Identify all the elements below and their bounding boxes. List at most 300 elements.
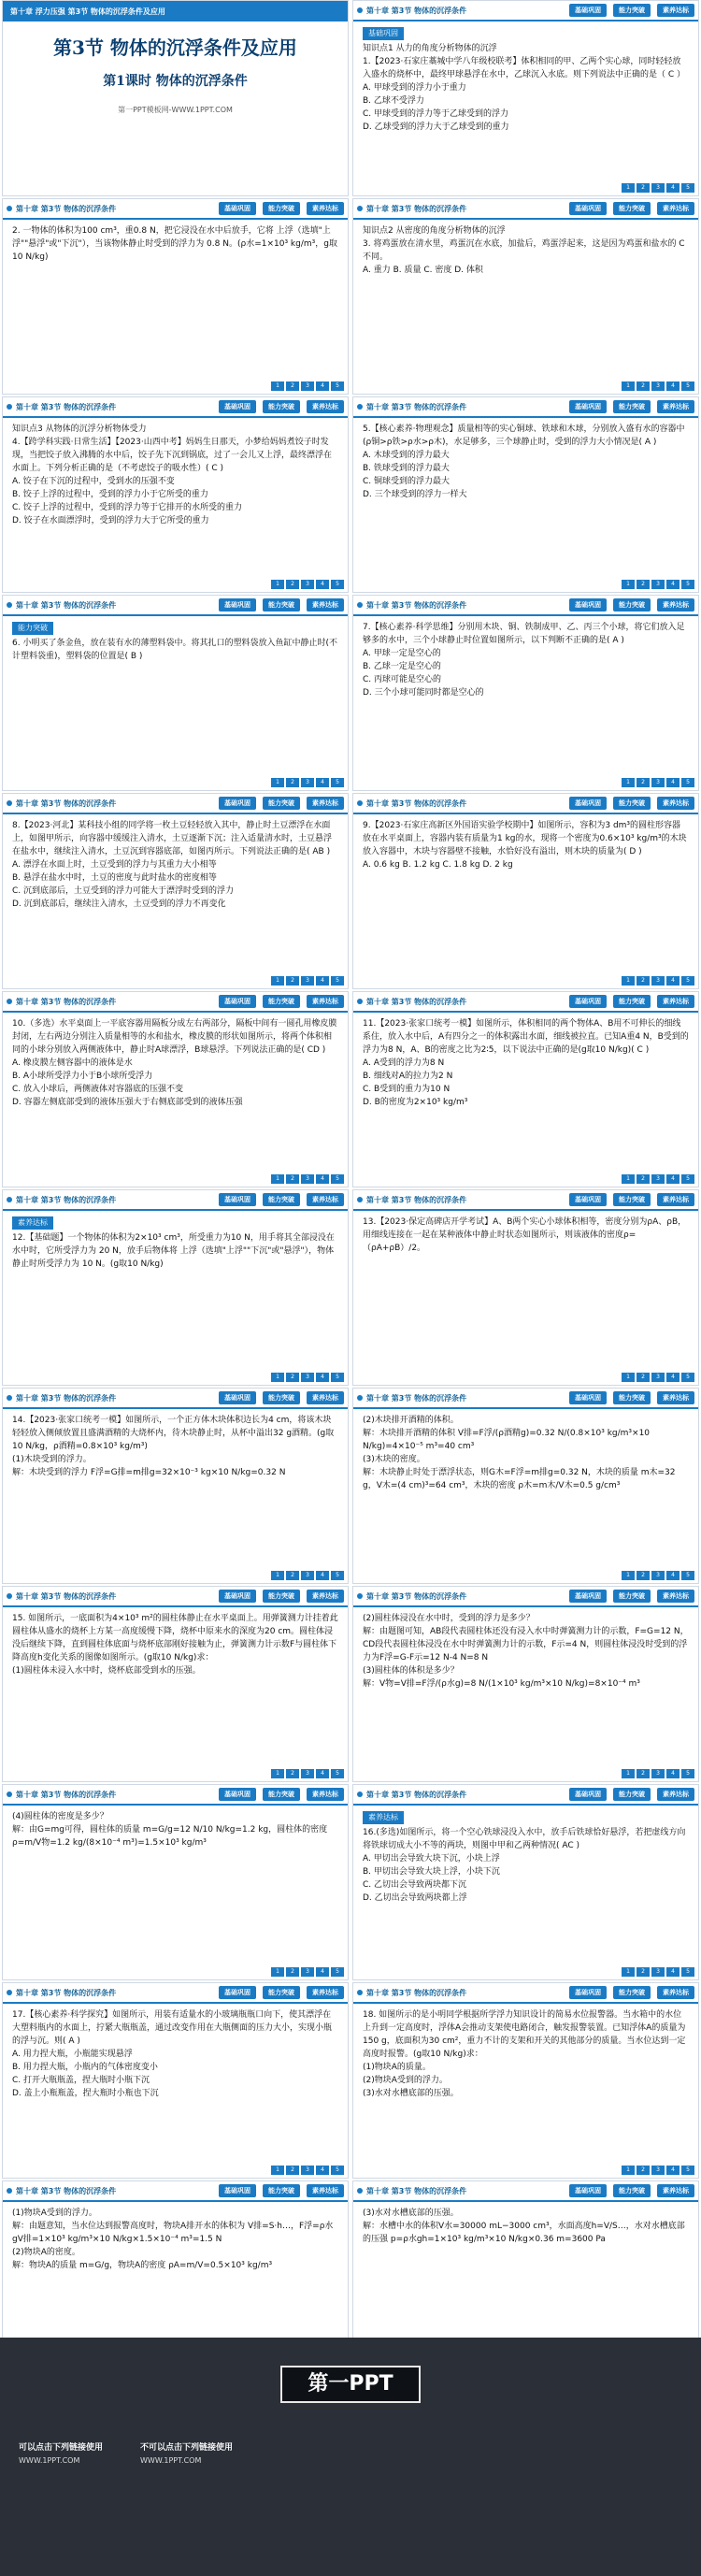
page-2-button[interactable]: 2 xyxy=(637,580,650,589)
slide-20 xyxy=(2,1982,349,2179)
page-5-button[interactable]: 5 xyxy=(331,2166,344,2175)
page-4-button[interactable]: 4 xyxy=(666,1373,680,1382)
slide-19 xyxy=(352,1784,699,1980)
tab-literacy[interactable]: 素养达标 xyxy=(657,1986,694,1999)
slide-10 xyxy=(2,991,349,1187)
slide-7 xyxy=(352,595,699,791)
page-5-button[interactable]: 5 xyxy=(681,2166,694,2175)
page-4-button[interactable]: 4 xyxy=(316,1174,329,1184)
question-text: 18. 如图所示的是小明同学根据所学浮力知识设计的简易水位报警器。当水箱中的水位上升到一定高度时，浮体A会推动支架使电路闭合，触发报警装置。已知浮体A的质量为150 g，底面积为30 cm²，重力不计的支架和开关的其他部分的质量。当水位达到一定高度时报警。(g取10 N/kg)求： (1)物块A的质量。 (2)物块A受到的浮力。 (3)水对水槽底部的压强。 xyxy=(363,2010,686,2098)
chapter-label: 第十章 第3节 物体的沉浮条件 xyxy=(16,1591,117,1601)
tab-ability[interactable]: 能力突破 xyxy=(263,400,300,413)
page-4-button[interactable]: 4 xyxy=(666,778,680,787)
pager xyxy=(271,1769,344,1778)
tab-literacy[interactable]: 素养达标 xyxy=(307,1193,344,1206)
tab-ability[interactable]: 能力突破 xyxy=(613,1391,651,1404)
slide-14 xyxy=(2,1388,349,1584)
question-text: 11.【2023·张家口统考一模】如图所示，体积相同的两个物体A、B用不可伸长的细线系住，放入水中后，A有四分之一的体积露出水面，细线被拉直。已知A重4 N，B受到的浮力为8 N，A、B的密度之比为2∶5，以下说法中正确的是(g取10 N/kg)( C ) A. A受到的浮力为8 N B. 细线对A的拉力为2 N C. B受到的重力为10 N D. B的密度为2×10³ kg/m³ xyxy=(363,1019,689,1107)
page-5-button[interactable]: 5 xyxy=(681,183,694,193)
page-4-button[interactable]: 4 xyxy=(666,1769,680,1778)
slide-header xyxy=(353,199,698,220)
chapter-label: 第十章 第3节 物体的沉浮条件 xyxy=(16,1790,117,1799)
slide-5 xyxy=(352,396,699,593)
slide-header xyxy=(3,199,348,220)
header-dot-icon xyxy=(7,999,12,1004)
page-5-button[interactable]: 5 xyxy=(681,1373,694,1382)
question-text: 16.(多选)如图所示，将一个空心铁球浸没入水中，放手后铁球恰好悬浮，若把虚线方向将铁球切成大小不等的两块，则图中甲和乙两种情况( AC ) A. 甲切出会导致大块下沉，小块上浮 B. 甲切出会导致大块上浮，小块下沉 C. 乙切出会导致两块都下沉 D. 乙切出会导致两块都上浮 xyxy=(363,1828,686,1904)
header-dot-icon xyxy=(7,1990,12,1995)
chapter-label: 第十章 第3节 物体的沉浮条件 xyxy=(16,799,117,808)
chapter-label: 第十章 第3节 物体的沉浮条件 xyxy=(366,600,467,610)
page-5-button[interactable]: 5 xyxy=(331,580,344,589)
chapter-label: 第十章 第3节 物体的沉浮条件 xyxy=(366,1591,467,1601)
page-5-button[interactable]: 5 xyxy=(681,381,694,391)
tab-basic[interactable]: 基础巩固 xyxy=(569,2184,607,2197)
tab-basic[interactable]: 基础巩固 xyxy=(569,400,607,413)
tab-ability[interactable]: 能力突破 xyxy=(263,1788,300,1801)
tab-basic[interactable]: 基础巩固 xyxy=(219,1590,256,1603)
page-3-button[interactable]: 3 xyxy=(301,1174,314,1184)
cover-site: 第一PPT模板网-WWW.1PPT.COM xyxy=(118,106,233,114)
page-4-button[interactable]: 4 xyxy=(666,1571,680,1580)
header-dot-icon xyxy=(357,7,363,13)
tab-ability[interactable]: 能力突破 xyxy=(263,202,300,215)
page-1-button[interactable]: 1 xyxy=(271,1571,284,1580)
page-4-button[interactable]: 4 xyxy=(316,976,329,986)
question-text: 17.【核心素养·科学探究】如图所示，用装有适量水的小玻璃瓶瓶口向下，使其漂浮在大塑料瓶内的水面上，拧紧大瓶瓶盖，通过改变作用在大瓶侧面的压力大小，实现小瓶的浮与沉。则( A ) A. 用力捏大瓶，小瓶能实现悬浮 B. 用力捏大瓶，小瓶内的气体密度变小 C. 打开大瓶瓶盖，捏大瓶时小瓶下沉 D. 盖上小瓶瓶盖，捏大瓶时小瓶也下沉 xyxy=(12,2010,333,2098)
section-badge: 素养达标 xyxy=(363,1811,404,1824)
tab-ability[interactable]: 能力突破 xyxy=(263,1193,300,1206)
chapter-label: 第十章 第3节 物体的沉浮条件 xyxy=(16,997,117,1006)
slide-header xyxy=(353,596,698,616)
tab-basic[interactable]: 基础巩固 xyxy=(569,995,607,1008)
page-5-button[interactable]: 5 xyxy=(681,1967,694,1977)
page-2-button[interactable]: 2 xyxy=(286,1373,299,1382)
page-5-button[interactable]: 5 xyxy=(331,1967,344,1977)
tab-basic[interactable]: 基础巩固 xyxy=(219,202,256,215)
slide-header xyxy=(353,1190,698,1211)
chapter-label: 第十章 第3节 物体的沉浮条件 xyxy=(366,1393,467,1403)
page-3-button[interactable]: 3 xyxy=(651,976,665,986)
tab-literacy[interactable]: 素养达标 xyxy=(657,797,694,810)
page-3-button[interactable]: 3 xyxy=(301,1967,314,1977)
chapter-label: 第十章 第3节 物体的沉浮条件 xyxy=(366,204,467,213)
chapter-label: 第十章 第3节 物体的沉浮条件 xyxy=(366,402,467,411)
chapter-label: 第十章 第3节 物体的沉浮条件 xyxy=(366,1988,467,1997)
tab-literacy[interactable]: 素养达标 xyxy=(307,1590,344,1603)
header-dot-icon xyxy=(357,999,363,1004)
page-1-button[interactable]: 1 xyxy=(271,1373,284,1382)
tab-ability[interactable]: 能力突破 xyxy=(613,1193,651,1206)
slide-21 xyxy=(352,1982,699,2179)
page-1-button[interactable]: 1 xyxy=(622,1967,635,1977)
page-3-button[interactable]: 3 xyxy=(301,1373,314,1382)
chapter-label: 第十章 第3节 物体的沉浮条件 xyxy=(366,799,467,808)
tab-ability[interactable]: 能力突破 xyxy=(263,1986,300,1999)
cover-subtitle: 第1课时 物体的沉浮条件 xyxy=(103,74,248,89)
page-1-button[interactable]: 1 xyxy=(271,381,284,391)
question-text: (1)物块A受到的浮力。 解：由题意知，当水位达到报警高度时，物块A排开水的体积为 V排=S·h…，F浮=ρ水gV排=1×10³ kg/m³×10 N/kg×1.5×10⁻⁴ m³=1.5 N (2)物块A的密度。 解：物块A的质量 m=G/g，物块A的密度 ρA=m/V=0.5×10³ kg/m³ xyxy=(12,2209,334,2270)
tab-literacy[interactable]: 素养达标 xyxy=(307,202,344,215)
slide-8 xyxy=(2,793,349,989)
pager xyxy=(271,778,344,787)
page-4-button[interactable]: 4 xyxy=(666,381,680,391)
page-4-button[interactable]: 4 xyxy=(316,1373,329,1382)
chapter-label: 第十章 第3节 物体的沉浮条件 xyxy=(16,1988,117,1997)
header-dot-icon xyxy=(7,1197,12,1202)
pager xyxy=(271,976,344,986)
tab-ability[interactable]: 能力突破 xyxy=(613,202,651,215)
slide-header xyxy=(3,596,348,616)
tab-ability[interactable]: 能力突破 xyxy=(263,598,300,612)
page-2-button[interactable]: 2 xyxy=(286,778,299,787)
header-dot-icon xyxy=(7,404,12,410)
tab-basic[interactable]: 基础巩固 xyxy=(569,598,607,612)
page-3-button[interactable]: 3 xyxy=(651,1967,665,1977)
slide-header xyxy=(353,1389,698,1409)
page-5-button[interactable]: 5 xyxy=(681,1769,694,1778)
page-2-button[interactable]: 2 xyxy=(286,580,299,589)
header-dot-icon xyxy=(7,1792,12,1797)
slide-3 xyxy=(352,198,699,395)
question-text: (3)水对水槽底部的压强。 解：水槽中水的体积V水=30000 mL−3000 cm³，水面高度h=V/S…，水对水槽底部的压强 p=ρ水gh=1×10³ kg/m³×10 N/kg×0.36 m=3600 Pa xyxy=(363,2209,685,2244)
page-4-button[interactable]: 4 xyxy=(316,1571,329,1580)
pager xyxy=(622,1967,694,1977)
tab-literacy[interactable]: 素养达标 xyxy=(307,1391,344,1404)
tab-basic[interactable]: 基础巩固 xyxy=(569,1788,607,1801)
page-1-button[interactable]: 1 xyxy=(622,1769,635,1778)
page-4-button[interactable]: 4 xyxy=(316,1967,329,1977)
question-text: 7.【核心素养·科学思维】分别用木块、铜、铁制成甲、乙、丙三个小球，将它们放入足够多的水中，三个小球静止时位置如图所示，以下判断不正确的是( A ) A. 甲球一定是空心的 B. 乙球一定是空心的 C. 丙球可能是空心的 D. 三个小球可能同时都是空心的 xyxy=(363,623,685,698)
cover-top-text: 第十章 浮力压强 第3节 物体的沉浮条件及应用 xyxy=(10,7,165,16)
page-5-button[interactable]: 5 xyxy=(681,976,694,986)
page-3-button[interactable]: 3 xyxy=(651,381,665,391)
chapter-label: 第十章 第3节 物体的沉浮条件 xyxy=(16,204,117,213)
page-2-button[interactable]: 2 xyxy=(286,976,299,986)
tab-literacy[interactable]: 素养达标 xyxy=(307,1986,344,1999)
tab-literacy[interactable]: 素养达标 xyxy=(307,598,344,612)
tab-basic[interactable]: 基础巩固 xyxy=(219,995,256,1008)
tab-literacy[interactable]: 素养达标 xyxy=(657,400,694,413)
tab-ability[interactable]: 能力突破 xyxy=(613,995,651,1008)
slide-header xyxy=(3,794,348,814)
page-2-button[interactable]: 2 xyxy=(637,1571,650,1580)
chapter-label: 第十章 第3节 物体的沉浮条件 xyxy=(366,1790,467,1799)
page-1-button[interactable]: 1 xyxy=(622,976,635,986)
page-4-button[interactable]: 4 xyxy=(316,2166,329,2175)
tab-basic[interactable]: 基础巩固 xyxy=(219,797,256,810)
header-dot-icon xyxy=(7,1593,12,1599)
header-dot-icon xyxy=(7,206,12,211)
header-dot-icon xyxy=(7,800,12,806)
pager xyxy=(271,1571,344,1580)
footer-links xyxy=(19,2440,233,2468)
chapter-label: 第十章 第3节 物体的沉浮条件 xyxy=(16,2186,117,2195)
footer-col1-title: 可以点击下列链接使用 xyxy=(19,2443,104,2453)
page-1-button[interactable]: 1 xyxy=(271,2166,284,2175)
page-1-button[interactable]: 1 xyxy=(271,1769,284,1778)
page-4-button[interactable]: 4 xyxy=(666,976,680,986)
slide-6 xyxy=(2,595,349,791)
page-5-button[interactable]: 5 xyxy=(681,580,694,589)
page-1-button[interactable]: 1 xyxy=(271,1967,284,1977)
chapter-label: 第十章 第3节 物体的沉浮条件 xyxy=(16,1195,117,1204)
chapter-label: 第十章 第3节 物体的沉浮条件 xyxy=(16,1393,117,1403)
tab-ability[interactable]: 能力突破 xyxy=(613,400,651,413)
page-3-button[interactable]: 3 xyxy=(301,381,314,391)
question-text: 知识点3 从物体的沉浮分析物体受力 4.【跨学科实践·日常生活】【2023·山西中考】妈妈生日那天，小梦给妈妈煮饺子时发现，当把饺子放入沸腾的水中后，饺子先下沉到锅底，过了一会儿又上浮，最终漂浮在水面上。下列分析正确的是（不考虑饺子的吸水性）( C ) A. 饺子在下沉的过程中，受到水的压强不变 B. 饺子上浮的过程中，受到的浮力小于它所受的重力 C. 饺子上浮的过程中，受到的浮力等于它排开的水所受的重力 D. 饺子在水面漂浮时，受到的浮力大于它所受的重力 xyxy=(12,425,333,525)
page-1-button[interactable]: 1 xyxy=(622,381,635,391)
pager xyxy=(622,778,694,787)
tab-literacy[interactable]: 素养达标 xyxy=(657,1590,694,1603)
tab-literacy[interactable]: 素养达标 xyxy=(657,1193,694,1206)
slide-2 xyxy=(2,198,349,395)
slide-header xyxy=(353,2181,698,2202)
slide-header xyxy=(3,1190,348,1211)
footer-col1-sub[interactable]: WWW.1PPT.COM xyxy=(19,2456,80,2465)
slide-header xyxy=(3,1389,348,1409)
chapter-label: 第十章 第3节 物体的沉浮条件 xyxy=(366,1195,467,1204)
pager xyxy=(271,1967,344,1977)
tab-literacy[interactable]: 素养达标 xyxy=(307,797,344,810)
slide-4 xyxy=(2,396,349,593)
pager xyxy=(622,976,694,986)
pager xyxy=(622,580,694,589)
tab-ability[interactable]: 能力突破 xyxy=(613,598,651,612)
slide-15 xyxy=(352,1388,699,1584)
page-5-button[interactable]: 5 xyxy=(681,778,694,787)
section-badge: 素养达标 xyxy=(12,1216,53,1230)
tab-basic[interactable]: 基础巩固 xyxy=(569,4,607,17)
pager xyxy=(271,1174,344,1184)
tab-ability[interactable]: 能力突破 xyxy=(263,797,300,810)
page-1-button[interactable]: 1 xyxy=(622,1174,635,1184)
page-4-button[interactable]: 4 xyxy=(666,2166,680,2175)
page-3-button[interactable]: 3 xyxy=(651,2166,665,2175)
tab-basic[interactable]: 基础巩固 xyxy=(569,1590,607,1603)
tab-ability[interactable]: 能力突破 xyxy=(613,797,651,810)
slide-12 xyxy=(2,1189,349,1386)
page-2-button[interactable]: 2 xyxy=(637,1174,650,1184)
tab-basic[interactable]: 基础巩固 xyxy=(219,1986,256,1999)
pager xyxy=(271,381,344,391)
tab-literacy[interactable]: 素养达标 xyxy=(657,202,694,215)
tab-literacy[interactable]: 素养达标 xyxy=(657,1788,694,1801)
page-1-button[interactable]: 1 xyxy=(622,580,635,589)
page-1-button[interactable]: 1 xyxy=(622,1571,635,1580)
page-5-button[interactable]: 5 xyxy=(331,1769,344,1778)
header-dot-icon xyxy=(357,1395,363,1401)
header-dot-icon xyxy=(7,1395,12,1401)
question-text: 5.【核心素养·物理观念】质量相等的实心铜球、铁球和木球，分别放入盛有水的容器中(ρ铜>ρ铁>ρ水>ρ木)，水足够多，三个球静止时，受到的浮力大小情况是( A ) A. 木球受到的浮力最大 B. 铁球受到的浮力最大 C. 铜球受到的浮力最大 D. 三个球受到的浮力一样大 xyxy=(363,425,685,499)
cover-top-bar xyxy=(3,1,348,22)
page-1-button[interactable]: 1 xyxy=(622,183,635,193)
page-4-button[interactable]: 4 xyxy=(316,580,329,589)
page-1-button[interactable]: 1 xyxy=(271,1174,284,1184)
tab-ability[interactable]: 能力突破 xyxy=(263,995,300,1008)
page-2-button[interactable]: 2 xyxy=(637,1373,650,1382)
pager xyxy=(271,1373,344,1382)
page-1-button[interactable]: 1 xyxy=(622,2166,635,2175)
page-2-button[interactable]: 2 xyxy=(286,2166,299,2175)
page-3-button[interactable]: 3 xyxy=(301,778,314,787)
header-dot-icon xyxy=(357,602,363,608)
question-text: 13.【2023·保定高碑店开学考试】A、B两个实心小球体积相等，密度分别为ρA、ρB，用细线连接在一起在某种液体中静止时状态如图所示，则该液体的密度ρ=（ρA+ρB）/2。 xyxy=(363,1217,687,1253)
tab-basic[interactable]: 基础巩固 xyxy=(569,1986,607,1999)
page-5-button[interactable]: 5 xyxy=(681,1174,694,1184)
tab-basic[interactable]: 基础巩固 xyxy=(569,202,607,215)
header-dot-icon xyxy=(357,206,363,211)
footer-col2-sub: WWW.1PPT.COM xyxy=(140,2456,202,2465)
tab-basic[interactable]: 基础巩固 xyxy=(219,1788,256,1801)
tab-literacy[interactable]: 素养达标 xyxy=(657,4,694,17)
page-2-button[interactable]: 2 xyxy=(637,976,650,986)
page-5-button[interactable]: 5 xyxy=(331,1373,344,1382)
tab-literacy[interactable]: 素养达标 xyxy=(657,995,694,1008)
pager xyxy=(271,580,344,589)
slide-header xyxy=(353,1587,698,1607)
header-dot-icon xyxy=(357,1990,363,1995)
tab-literacy[interactable]: 素养达标 xyxy=(657,598,694,612)
page-3-button[interactable]: 3 xyxy=(651,1571,665,1580)
page-3-button[interactable]: 3 xyxy=(651,580,665,589)
slide-header xyxy=(3,397,348,418)
page-2-button[interactable]: 2 xyxy=(286,1769,299,1778)
page-5-button[interactable]: 5 xyxy=(331,1174,344,1184)
pager xyxy=(622,2166,694,2175)
slide-header xyxy=(353,1,698,22)
tab-basic[interactable]: 基础巩固 xyxy=(569,1391,607,1404)
page-2-button[interactable]: 2 xyxy=(286,1571,299,1580)
page-5-button[interactable]: 5 xyxy=(331,976,344,986)
page-3-button[interactable]: 3 xyxy=(301,580,314,589)
cover-title: 第3节 物体的沉浮条件及应用 xyxy=(53,36,297,59)
tab-ability[interactable]: 能力突破 xyxy=(263,2184,300,2197)
tab-basic[interactable]: 基础巩固 xyxy=(219,598,256,612)
slide-header xyxy=(3,1587,348,1607)
page-4-button[interactable]: 4 xyxy=(666,183,680,193)
tab-literacy[interactable]: 素养达标 xyxy=(657,1391,694,1404)
tab-ability[interactable]: 能力突破 xyxy=(263,1391,300,1404)
pager xyxy=(622,183,694,193)
slide-16 xyxy=(2,1586,349,1782)
page-2-button[interactable]: 2 xyxy=(286,1174,299,1184)
page-3-button[interactable]: 3 xyxy=(651,1373,665,1382)
page-2-button[interactable]: 2 xyxy=(286,381,299,391)
page-1-button[interactable]: 1 xyxy=(271,976,284,986)
slide-header xyxy=(353,397,698,418)
page-5-button[interactable]: 5 xyxy=(681,1571,694,1580)
page-2-button[interactable]: 2 xyxy=(637,778,650,787)
page-5-button[interactable]: 5 xyxy=(331,381,344,391)
tab-basic[interactable]: 基础巩固 xyxy=(219,1193,256,1206)
header-dot-icon xyxy=(357,2188,363,2194)
page-3-button[interactable]: 3 xyxy=(651,1174,665,1184)
page-3-button[interactable]: 3 xyxy=(301,2166,314,2175)
tab-basic[interactable]: 基础巩固 xyxy=(569,797,607,810)
page-1-button[interactable]: 1 xyxy=(622,1373,635,1382)
page-3-button[interactable]: 3 xyxy=(651,778,665,787)
page-3-button[interactable]: 3 xyxy=(301,1769,314,1778)
slide-header xyxy=(353,1785,698,1806)
section-badge: 能力突破 xyxy=(12,622,53,635)
slide-header xyxy=(3,1983,348,2004)
chapter-label: 第十章 第3节 物体的沉浮条件 xyxy=(366,997,467,1006)
question-text: 15. 如图所示，一底面积为4×10³ m²的圆柱体静止在水平桌面上。用弹簧测力计挂着此圆柱体从盛水的烧杯上方某一高度缓慢下降，烧杯中原来水的深度为20 cm。圆柱体浸没后继续下降，直到圆柱体底面与烧杯底部刚好接触为止，弹簧测力计示数F与圆柱体下降高度h变化关系的图像如图所示。(g取10 N/kg)求： (1)圆柱体未浸入水中时，烧杯底部受到水的压强。 xyxy=(12,1614,338,1676)
tab-basic[interactable]: 基础巩固 xyxy=(219,1391,256,1404)
header-dot-icon xyxy=(357,1197,363,1202)
tab-ability[interactable]: 能力突破 xyxy=(613,1788,651,1801)
tab-basic[interactable]: 基础巩固 xyxy=(219,2184,256,2197)
page-3-button[interactable]: 3 xyxy=(301,1571,314,1580)
pager xyxy=(622,1571,694,1580)
tab-ability[interactable]: 能力突破 xyxy=(613,1986,651,1999)
page-2-button[interactable]: 2 xyxy=(286,1967,299,1977)
question-text: (4)圆柱体的密度是多少？ 解：由G=mg可得，圆柱体的质量 m=G/g=12 N/10 N/kg=1.2 kg，圆柱体的密度 ρ=m/V物=1.2 kg/(8×10⁻⁴ m³)=1.5×10³ kg/m³ xyxy=(12,1812,328,1848)
page-4-button[interactable]: 4 xyxy=(666,1174,680,1184)
slide-header xyxy=(353,1983,698,2004)
page-3-button[interactable]: 3 xyxy=(301,976,314,986)
tab-ability[interactable]: 能力突破 xyxy=(263,1590,300,1603)
header-dot-icon xyxy=(7,602,12,608)
tab-literacy[interactable]: 素养达标 xyxy=(307,400,344,413)
page-2-button[interactable]: 2 xyxy=(637,2166,650,2175)
footer-col2-title: 不可以点击下列链接使用 xyxy=(140,2443,234,2453)
ppt-logo: 第一PPT xyxy=(280,2366,421,2403)
question-text: (2)木块排开酒精的体积。 解：木块排开酒精的体积 V排=F浮/(ρ酒精g)=0.32 N/(0.8×10³ kg/m³×10 N/kg)=4×10⁻⁵ m³=40 cm³ (3)木块的密度。 解：木块静止时处于漂浮状态，则G木=F浮=m排g=0.32 N，木块的质量 m木=32 g，V木=(4 cm)³=64 cm³，木块的密度 ρ木=m木/V木=0.5 g/cm³ xyxy=(363,1416,676,1490)
tab-ability[interactable]: 能力突破 xyxy=(613,1590,651,1603)
question-text: 12.【基础题】一个物体的体积为2×10³ cm³，所受重力为10 N，用手将其全部浸没在水中时，它所受浮力为 20 N，放手后物体将 上浮（选填"上浮""下沉"或"悬浮"），物体静止时所受浮力为 10 N。(g取10 N/kg) xyxy=(12,1233,335,1270)
page-1-button[interactable]: 1 xyxy=(271,778,284,787)
section-badge: 基础巩固 xyxy=(363,27,404,40)
question-text: 9.【2023·石家庄高新区外国语实验学校期中】如图所示，容积为3 dm³的圆柱形容器放在水平桌面上，容器内装有质量为1 kg的水，现将一个密度为0.6×10³ kg/m³的木块放入容器中，木块与容器壁不接触，水恰好没有溢出，则木块的质量为( D ) A. 0.6 kg B. 1.2 kg C. 1.8 kg D. 2 kg xyxy=(363,821,687,870)
question-text: (2)圆柱体浸没在水中时，受到的浮力是多少？ 解：由题图可知，AB段代表圆柱体还没有浸入水中时弹簧测力计的示数，F=G=12 N，CD段代表圆柱体浸没在水中时弹簧测力计的示数，F示=4 N，则圆柱体浸没时受到的浮力为F浮=G-F示=12 N-4 N=8 N (3)圆柱体的体积是多少？ 解：V物=V排=F浮/(ρ水g)=8 N/(1×10³ kg/m³×10 N/kg)=8×10⁻⁴ m³ xyxy=(363,1614,689,1689)
footer-banner xyxy=(0,2338,701,2576)
page-1-button[interactable]: 1 xyxy=(622,778,635,787)
page-2-button[interactable]: 2 xyxy=(637,1769,650,1778)
question-text: 14.【2023·张家口统考一模】如图所示，一个正方体木块体积边长为4 cm，将该木块轻轻放入侧倾放置且盛满酒精的大烧杯内，待木块静止时，从杯中溢出32 g酒精。(g取10 N/kg，ρ酒精=0.8×10³ kg/m³) (1)木块受到的浮力。 解：木块受到的浮力 F浮=G排=m排g=32×10⁻³ kg×10 N/kg=0.32 N xyxy=(12,1416,335,1477)
tab-literacy[interactable]: 素养达标 xyxy=(307,1788,344,1801)
page-2-button[interactable]: 2 xyxy=(637,1967,650,1977)
page-4-button[interactable]: 4 xyxy=(316,1769,329,1778)
page-4-button[interactable]: 4 xyxy=(666,580,680,589)
page-4-button[interactable]: 4 xyxy=(316,778,329,787)
question-text: 知识点1 从力的角度分析物体的沉浮 1.【2023·石家庄藁城中学八年级校联考】体积相同的甲、乙两个实心球，同时轻轻放入盛水的烧杯中，最终甲球悬浮在水中，乙球沉入水底。则下列说法中正确的是（ C ） A. 甲球受到的浮力小于重力 B. 乙球不受浮力 C. 甲球受到的浮力等于乙球受到的浮力 D. 乙球受到的浮力大于乙球受到的重力 xyxy=(363,44,686,133)
header-dot-icon xyxy=(357,1792,363,1797)
page-1-button[interactable]: 1 xyxy=(271,580,284,589)
question-text: 10.（多选）水平桌面上一平底容器用隔板分成左右两部分，隔板中间有一圆孔用橡皮膜封闭，左右两边分别注入质量相等的水和盐水，橡皮膜的形状如图所示，将两个体积相同的小球分别放入两侧液体中，静止时A球漂浮，B球悬浮。下列说法正确的是( CD ) A. 橡皮膜左侧容器中的液体是水 B. A小球所受浮力小于B小球所受浮力 C. 放入小球后，两侧液体对容器底的压强不变 D. 容器左侧底部受到的液体压强大于右侧底部受到的液体压强 xyxy=(12,1019,337,1107)
page-3-button[interactable]: 3 xyxy=(651,1769,665,1778)
tab-basic[interactable]: 基础巩固 xyxy=(569,1193,607,1206)
slide-11 xyxy=(352,991,699,1187)
pager xyxy=(622,1174,694,1184)
tab-literacy[interactable]: 素养达标 xyxy=(657,2184,694,2197)
page-2-button[interactable]: 2 xyxy=(637,381,650,391)
page-3-button[interactable]: 3 xyxy=(651,183,665,193)
tab-basic[interactable]: 基础巩固 xyxy=(219,400,256,413)
tab-literacy[interactable]: 素养达标 xyxy=(307,2184,344,2197)
chapter-label: 第十章 第3节 物体的沉浮条件 xyxy=(366,6,467,15)
tab-literacy[interactable]: 素养达标 xyxy=(307,995,344,1008)
tab-ability[interactable]: 能力突破 xyxy=(613,4,651,17)
tab-ability[interactable]: 能力突破 xyxy=(613,2184,651,2197)
page-5-button[interactable]: 5 xyxy=(331,1571,344,1580)
page-5-button[interactable]: 5 xyxy=(331,778,344,787)
page-2-button[interactable]: 2 xyxy=(637,183,650,193)
page-4-button[interactable]: 4 xyxy=(316,381,329,391)
slide-header xyxy=(353,992,698,1013)
page-4-button[interactable]: 4 xyxy=(666,1967,680,1977)
